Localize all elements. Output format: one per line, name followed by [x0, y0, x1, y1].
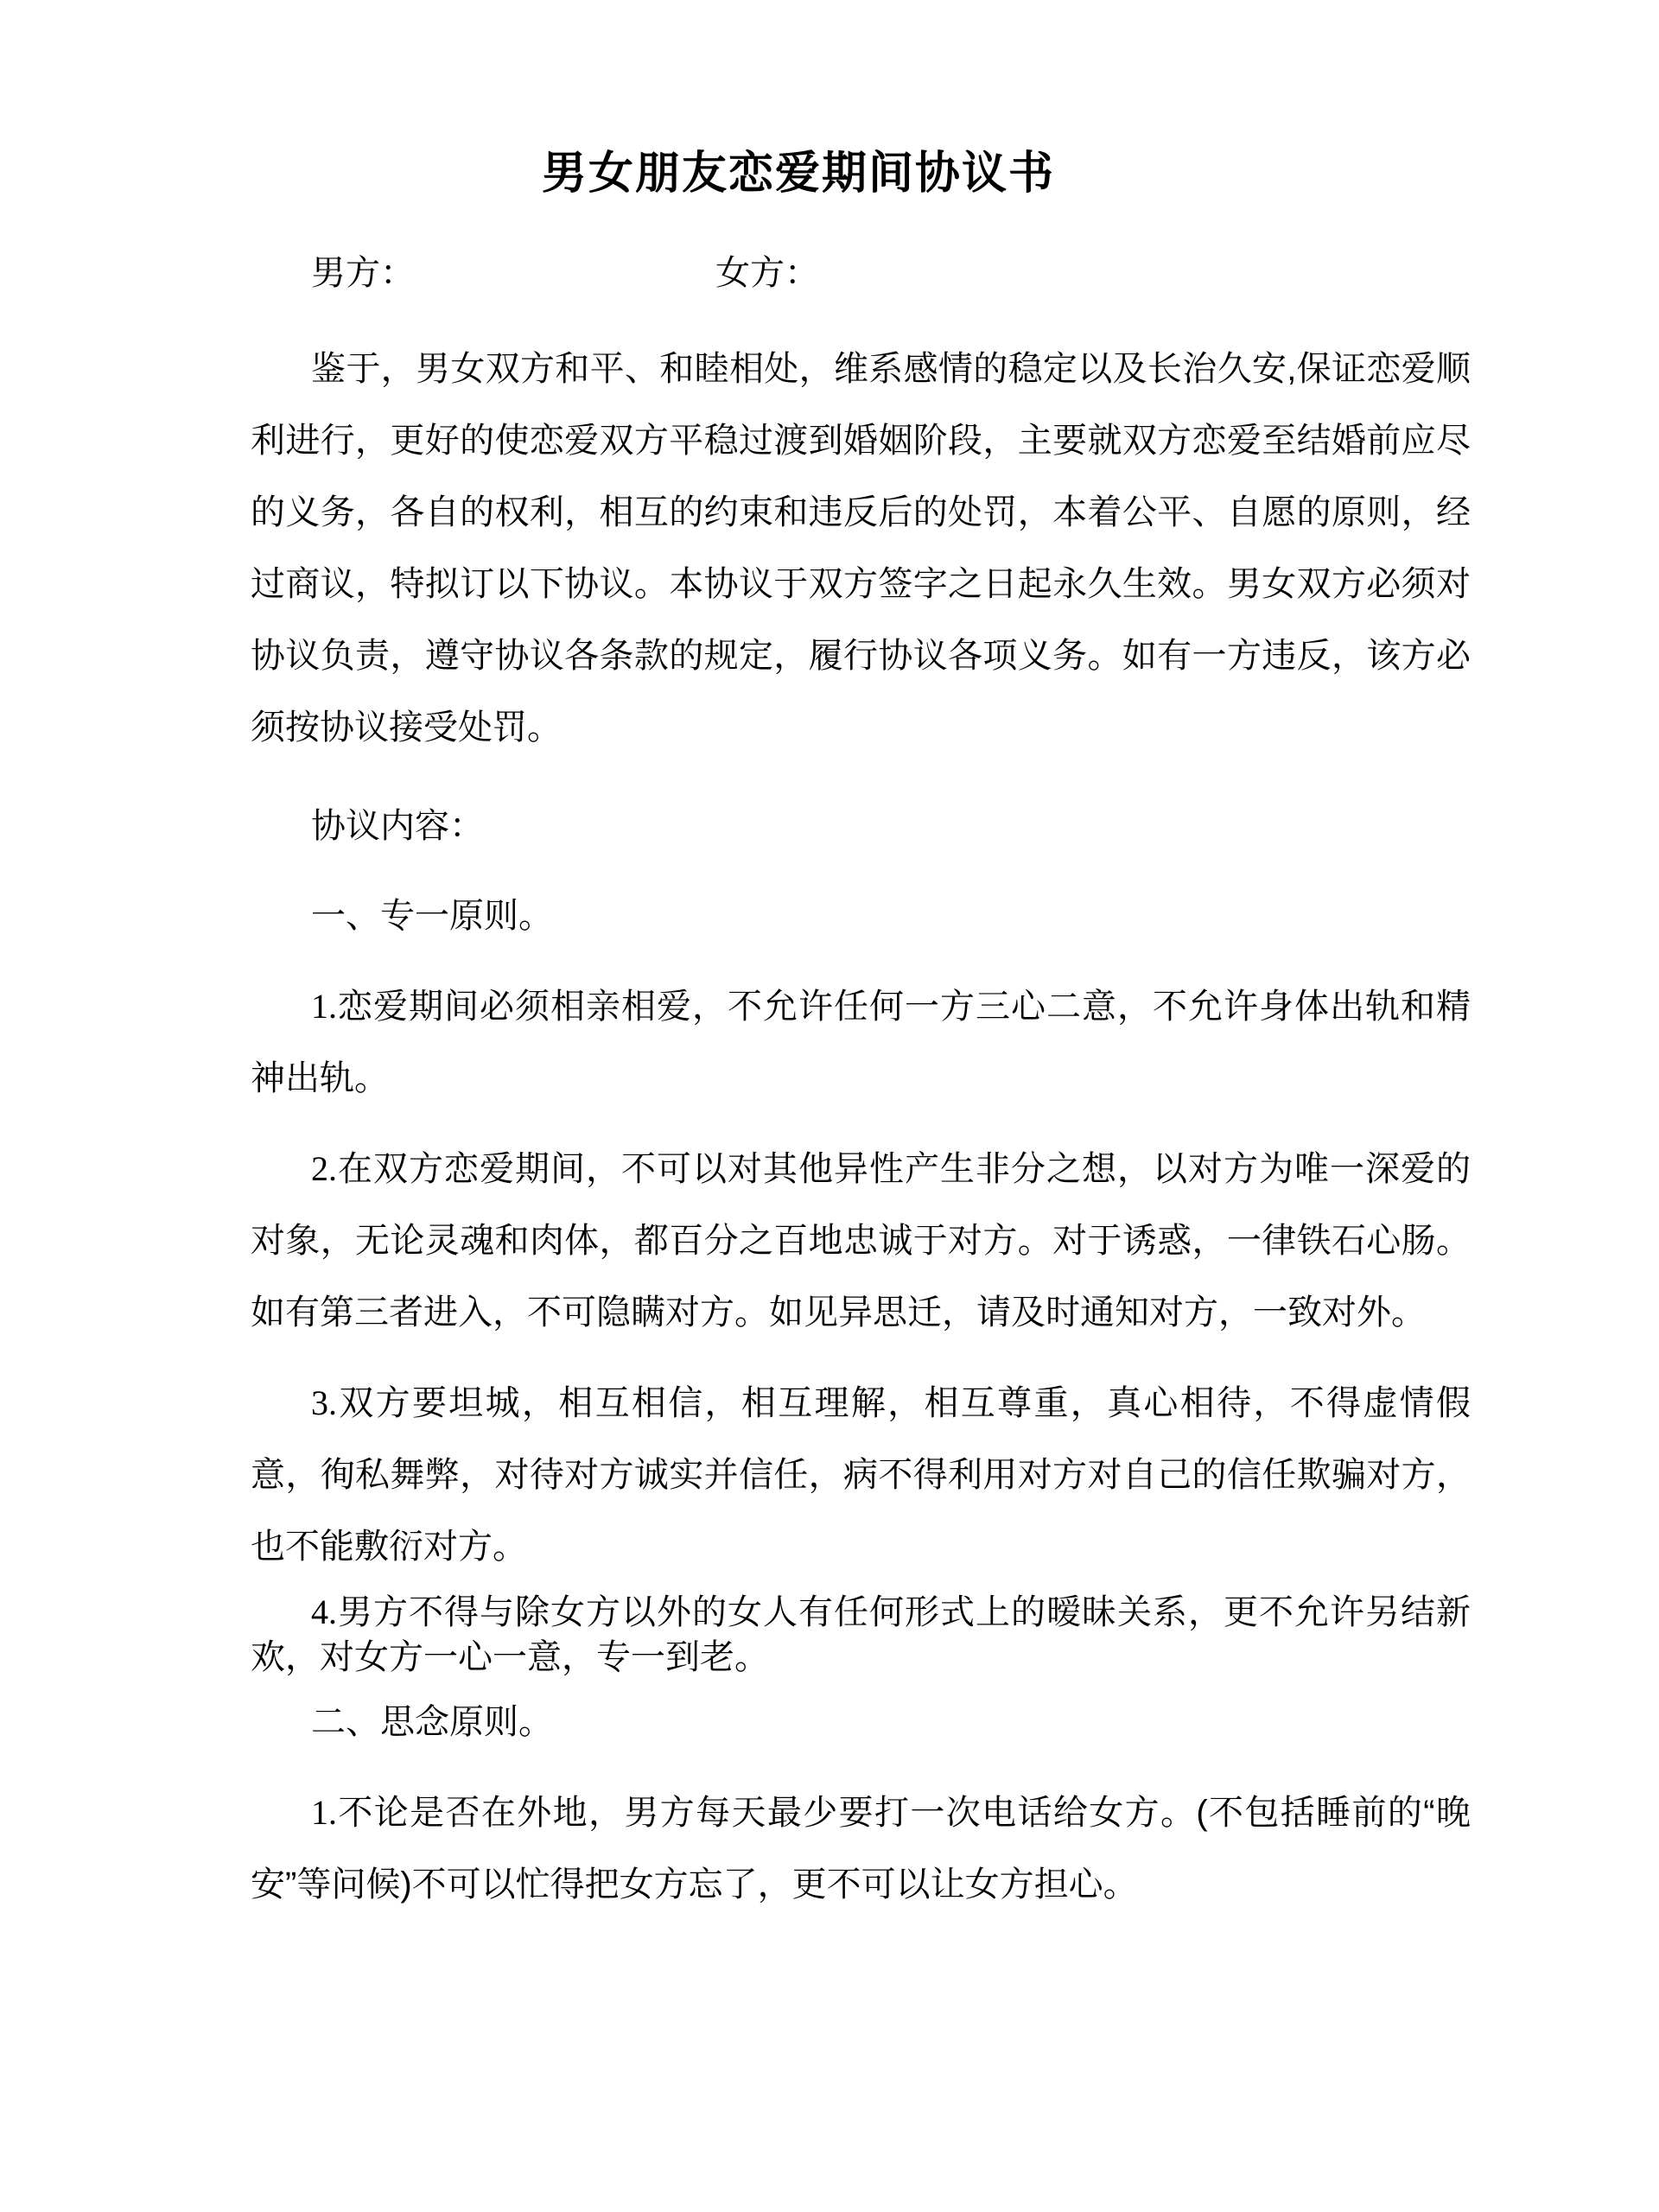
item-text: 不论是否在外地，男方每天最少要打一次电话给女方。(不包括睡前的“晚安”等问候)不可以忙得把女方忘了，更不可以让女方担心。: [251, 1794, 1471, 1904]
preamble-paragraph: 鉴于，男女双方和平、和睦相处，维系感情的稳定以及长治久安,保证恋爱顺利进行，更好的使恋爱双方平稳过渡到婚姻阶段，主要就双方恋爱至结婚前应尽的义务，各自的权利，相互的约束和违反后的处罚，本着公平、自愿的原则，经过商议，特拟订以下协议。本协议于双方签字之日起永久生效。男女双方必须对协议负责，遵守协议各条款的规定，履行协议各项义务。如有一方违反，该方必须按协议接受处罚。: [251, 350, 1471, 747]
section1-item-1: [251, 970, 1471, 1115]
item-number: 2.: [311, 1149, 337, 1188]
section1-item-3: [251, 1367, 1471, 1583]
item-number: 1.: [311, 987, 337, 1026]
item-text: 双方要坦城，相互相信，相互理解，相互尊重，真心相待，不得虚情假意，徇私舞弊，对待对方诚实并信任，病不得利用对方对自己的信任欺骗对方，也不能敷衍对方。: [251, 1384, 1471, 1566]
section1-item-4: [251, 1590, 1471, 1680]
content-label: 协议内容：: [311, 807, 484, 845]
item-text: 恋爱期间必须相亲相爱，不允许任何一方三心二意，不允许身体出轨和精神出轨。: [251, 988, 1471, 1097]
item-text: 在双方恋爱期间，不可以对其他异性产生非分之想，以对方为唯一深爱的对象，无论灵魂和肉体，都百分之百地忠诚于对方。对于诱惑，一律铁石心肠。如有第三者进入，不可隐瞒对方。如见异思迁，请及时通知对方，一致对外。: [251, 1150, 1471, 1332]
item-number: 1.: [311, 1793, 337, 1832]
document-content: [251, 147, 1471, 1921]
item-text: 男方不得与除女方以外的女人有任何形式上的暧昧关系，更不允许另结新欢，对女方一心一意，专一到老。: [251, 1593, 1471, 1676]
document-title: 男女朋友恋爱期间协议书: [541, 149, 1055, 199]
male-party-label: 男方：: [311, 254, 415, 292]
section2-item-1: [251, 1777, 1471, 1921]
parties-line: [251, 238, 1471, 309]
female-party-label: 女方：: [715, 254, 819, 292]
item-number: 3.: [311, 1383, 337, 1422]
item-number: 4.: [311, 1592, 337, 1631]
section1-item-2: [251, 1133, 1471, 1349]
section2-heading: 二、思念原则。: [311, 1703, 553, 1741]
section1-heading: 一、专一原则。: [311, 897, 553, 935]
